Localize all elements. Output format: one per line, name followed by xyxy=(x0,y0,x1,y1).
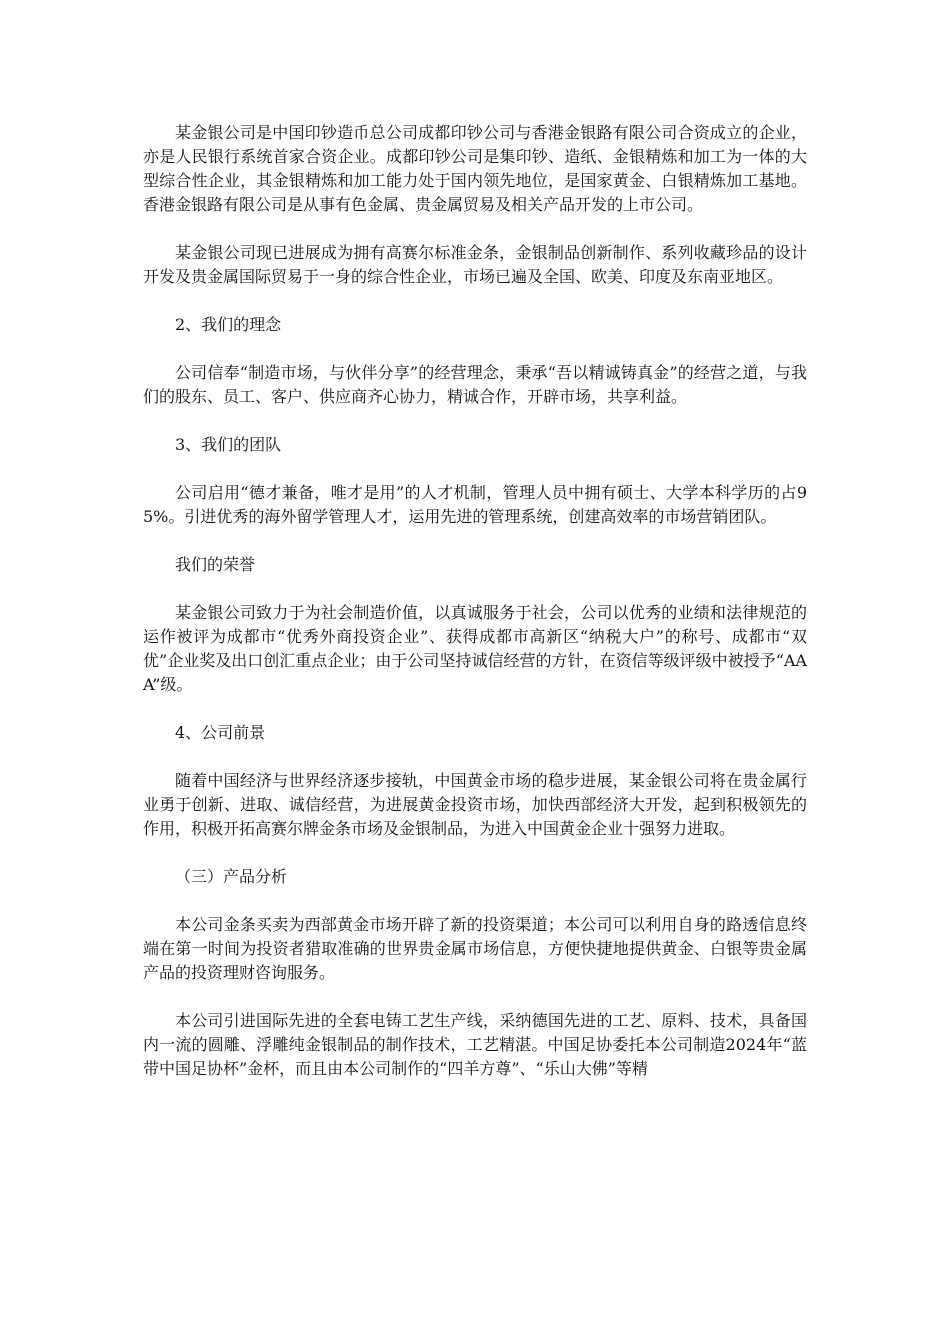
heading-our-honors: 我们的荣誉 xyxy=(175,555,256,574)
document-body xyxy=(143,121,807,1081)
paragraph-prospects: 随着中国经济与世界经济逐步接轨，中国黄金市场的稳步进展，某金银公司将在贵金属行业勇于创新、进取、诚信经营，为进展黄金投资市场，加快西部经济大开发，起到积极领先的作用，积极开拓高赛尔牌金条市场及金银制品，为进入中国黄金企业十强努力进取。 xyxy=(143,771,807,838)
paragraph-gold-bar-trading: 本公司金条买卖为西部黄金市场开辟了新的投资渠道；本公司可以利用自身的路透信息终端在第一时间为投资者猎取准确的世界贵金属市场信息，方便快捷地提供黄金、白银等贵金属产品的投资理财咨询服务。 xyxy=(143,915,807,982)
paragraph-electroforming-production: 本公司引进国际先进的全套电铸工艺生产线，采纳德国先进的工艺、原料、技术，具备国内一流的圆雕、浮雕纯金银制品的制作技术，工艺精湛。中国足协委托本公司制造2024年“蓝带中国足协杯”金杯，而且由本公司制作的“四羊方尊”、“乐山大佛”等精 xyxy=(143,1011,807,1078)
heading-our-team: 3、我们的团队 xyxy=(175,435,282,454)
paragraph-company-intro: 某金银公司是中国印钞造币总公司成都印钞公司与香港金银路有限公司合资成立的企业，亦是人民银行系统首家合资企业。成都印钞公司是集印钞、造纸、金银精炼和加工为一体的大型综合性企业，其金银精炼和加工能力处于国内领先地位，是国家黄金、白银精炼加工基地。香港金银路有限公司是从事有色金属、贵金属贸易及相关产品开发的上市公司。 xyxy=(143,123,807,214)
heading-our-philosophy: 2、我们的理念 xyxy=(175,315,282,334)
paragraph-company-development: 某金银公司现已进展成为拥有高赛尔标准金条，金银制品创新制作、系列收藏珍品的设计开发及贵金属国际贸易于一身的综合性企业，市场已遍及全国、欧美、印度及东南亚地区。 xyxy=(143,243,807,286)
paragraph-honors: 某金银公司致力于为社会制造价值，以真诚服务于社会，公司以优秀的业绩和法律规范的运作被评为成都市“优秀外商投资企业”、获得成都市高新区“纳税大户”的称号、成都市“双优”企业奖及出口创汇重点企业；由于公司坚持诚信经营的方针，在资信等级评级中被授予“AAA”级。 xyxy=(143,603,807,694)
heading-company-prospects: 4、公司前景 xyxy=(175,723,266,742)
paragraph-team: 公司启用“德才兼备，唯才是用”的人才机制，管理人员中拥有硕士、大学本科学历的占95%。引进优秀的海外留学管理人才，运用先进的管理系统，创建高效率的市场营销团队。 xyxy=(143,483,807,526)
heading-product-analysis: （三）产品分析 xyxy=(175,867,288,886)
paragraph-philosophy: 公司信奉“制造市场，与伙伴分享”的经营理念，秉承“吾以精诚铸真金”的经营之道，与我们的股东、员工、客户、供应商齐心协力，精诚合作，开辟市场，共享利益。 xyxy=(143,363,807,406)
